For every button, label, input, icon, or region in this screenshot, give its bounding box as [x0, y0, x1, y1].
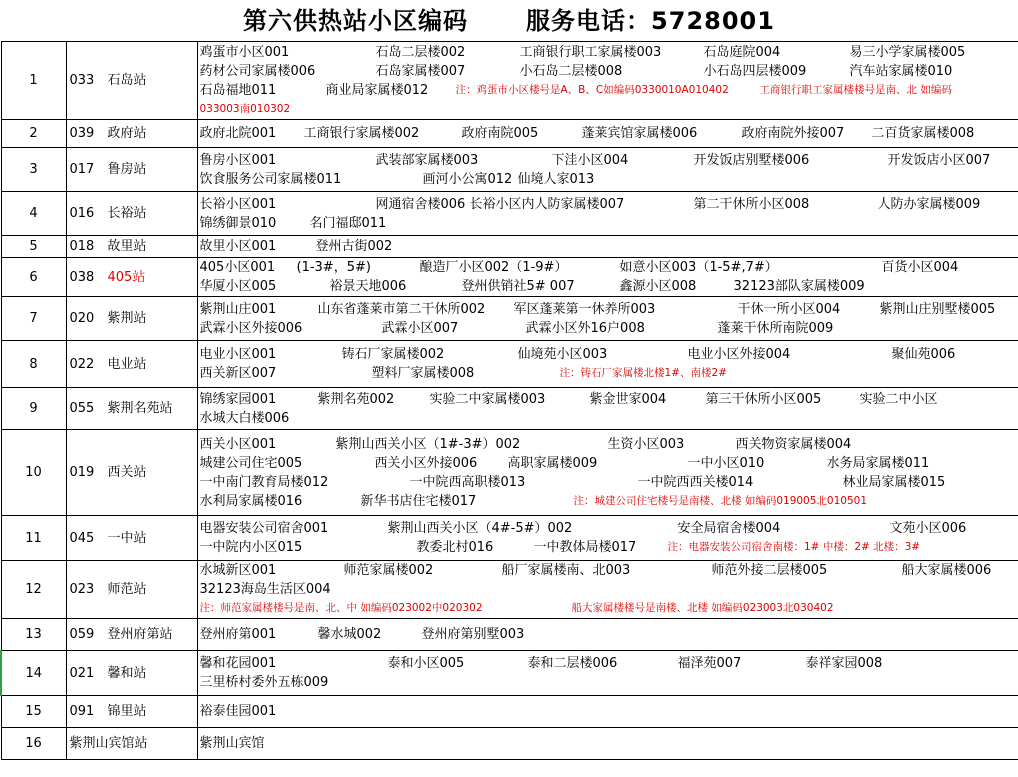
- community-item: 泰和小区005: [387, 656, 465, 671]
- table-row: [1, 120, 1018, 148]
- community-item: 西关新区007: [199, 366, 277, 381]
- note-text: 注：师范家属楼楼号是南、北、中 如编码023002中020302: [199, 602, 483, 614]
- station-name: 长裕站: [107, 206, 147, 221]
- note-text: 注：城建公司住宅楼号是南楼、北楼 如编码019005北010501: [573, 494, 868, 507]
- community-item: 水城新区001: [199, 563, 277, 578]
- community-list: [197, 258, 1018, 297]
- station-code-table: [0, 41, 1018, 760]
- community-item: 武装部家属楼003: [375, 152, 479, 168]
- community-item: 一中院西西关楼014: [637, 474, 754, 490]
- row-number: 11: [1, 516, 66, 561]
- station-code: 018: [69, 239, 95, 254]
- station-name: 登州府第站: [107, 627, 173, 642]
- community-item: 师范家属楼002: [343, 563, 434, 578]
- station-cell: [66, 148, 197, 192]
- community-line: [200, 214, 1018, 233]
- station-code: 019: [69, 465, 95, 480]
- title-main: 第六供热站小区编码: [243, 7, 469, 35]
- row-number: 8: [1, 341, 66, 388]
- community-item: 酿造厂小区002（1-9#）: [419, 260, 568, 275]
- community-item: 鑫源小区008: [619, 279, 697, 294]
- table-row: [1, 516, 1018, 561]
- community-line: [200, 435, 1018, 454]
- community-list: [197, 297, 1018, 341]
- community-item: 武霖小区外16户008: [525, 320, 645, 336]
- note-text: 033003南010302: [199, 102, 291, 115]
- community-item: 开发饭店别墅楼006: [693, 152, 810, 168]
- community-list: [197, 516, 1018, 561]
- community-item: 饮食服务公司家属楼011: [199, 171, 342, 187]
- note-text: 注：电器安装公司宿舍南楼：1# 中楼：2# 北楼：3#: [667, 541, 921, 553]
- community-item: 电器安装公司宿舍001: [199, 521, 329, 536]
- community-item: 商业局家属楼012: [325, 82, 429, 98]
- community-item: 网通宿舍楼006: [375, 196, 466, 212]
- community-line: [200, 625, 1018, 644]
- table-row: [1, 651, 1018, 696]
- community-item: 水利局家属楼016: [199, 493, 303, 509]
- station-cell: [66, 236, 197, 258]
- community-item: 西关物资家属楼004: [735, 436, 852, 452]
- station-code: 023: [69, 582, 95, 597]
- community-item: 一中院西高职楼013: [409, 474, 526, 490]
- community-line: [200, 100, 1018, 119]
- community-line: [200, 151, 1018, 170]
- row-number: 16: [1, 728, 66, 760]
- note-text: 注：铸石厂家属楼北楼1#、南楼2#: [559, 367, 727, 379]
- community-item: 登州供销社5# 007: [461, 279, 575, 294]
- community-item: 紫荆山庄001: [199, 301, 277, 317]
- station-code: 055: [69, 401, 95, 416]
- community-item: 紫荆山西关小区（4#-5#）002: [387, 521, 573, 536]
- community-item: 馨和花园001: [199, 656, 277, 671]
- note-text: 工商银行职工家属楼楼号是南、北 如编码: [759, 83, 952, 96]
- row-number: 2: [1, 120, 66, 148]
- community-item: 西关小区外接006: [374, 455, 478, 471]
- community-item: 裕泰佳园001: [199, 704, 277, 719]
- community-item: 文苑小区006: [889, 521, 967, 536]
- station-cell: [66, 192, 197, 236]
- station-code: 039: [69, 126, 95, 141]
- community-item: 政府南院005: [461, 126, 539, 141]
- phone-number: 5728001: [651, 7, 775, 35]
- community-item: 石岛庭院004: [703, 44, 781, 60]
- community-item: 石岛二层楼002: [375, 44, 466, 60]
- community-item: 仙境人家013: [517, 171, 595, 187]
- community-item: 蓬莱宾馆家属楼006: [581, 126, 698, 141]
- table-row: [1, 619, 1018, 651]
- table-row: [1, 696, 1018, 728]
- community-item: 二百货家属楼008: [871, 126, 975, 141]
- community-item: 长裕小区内人防家属楼007: [469, 196, 625, 212]
- community-item: 锦绣御景010: [199, 215, 277, 231]
- community-item: 仙境苑小区003: [517, 347, 608, 362]
- station-name: 紫荆山宾馆站: [69, 736, 148, 751]
- row-number: 9: [1, 388, 66, 430]
- community-item: 政府北院001: [199, 126, 277, 141]
- station-name: 石岛站: [107, 73, 147, 88]
- community-item: 一中教体局楼017: [533, 540, 637, 555]
- station-cell: [66, 619, 197, 651]
- station-cell: [66, 388, 197, 430]
- community-line: [200, 673, 1018, 692]
- station-code: 016: [69, 206, 95, 221]
- station-name: 锦里站: [107, 704, 147, 719]
- community-item: 紫金世家004: [589, 391, 667, 407]
- community-line: [200, 124, 1018, 143]
- community-line: [200, 580, 1018, 599]
- community-list: [197, 651, 1018, 696]
- community-item: 百货小区004: [881, 260, 959, 275]
- station-cell: [66, 696, 197, 728]
- community-item: 石岛家属楼007: [375, 63, 466, 79]
- station-name: 鲁房站: [107, 162, 147, 177]
- community-item: 政府南院外接007: [741, 126, 845, 141]
- community-item: 长裕小区001: [199, 196, 277, 212]
- community-item: 福泽苑007: [677, 656, 742, 671]
- community-list: [197, 696, 1018, 728]
- table-row: [1, 297, 1018, 341]
- community-item: 鲁房小区001: [199, 152, 277, 168]
- station-code: 020: [69, 311, 95, 326]
- community-line: [200, 170, 1018, 189]
- community-line: [200, 654, 1018, 673]
- station-name: 西关站: [107, 465, 147, 480]
- community-item: 武霖小区外接006: [199, 320, 303, 336]
- station-cell: [66, 341, 197, 388]
- community-item: 小石岛二层楼008: [519, 63, 623, 79]
- row-number: 13: [1, 619, 66, 651]
- station-code: 022: [69, 356, 95, 372]
- community-item: 开发饭店小区007: [887, 152, 991, 168]
- station-code: 038: [69, 269, 95, 285]
- community-line: [200, 561, 1018, 580]
- community-list: [197, 728, 1018, 760]
- station-name: 政府站: [107, 126, 147, 141]
- community-item: 32123部队家属楼009: [733, 279, 865, 294]
- community-item: 武霖小区007: [381, 320, 459, 336]
- community-list: [197, 236, 1018, 258]
- community-line: [200, 237, 1018, 256]
- community-list: [197, 619, 1018, 651]
- row-number: 3: [1, 148, 66, 192]
- table-row: [1, 561, 1018, 619]
- community-line: [200, 300, 1018, 319]
- community-item: 泰祥家园008: [805, 656, 883, 671]
- community-item: 紫荆山庄别墅楼005: [879, 301, 996, 317]
- station-cell: [66, 297, 197, 341]
- community-item: 易三小学家属楼005: [849, 44, 966, 60]
- community-line: [200, 258, 1018, 277]
- community-line: [200, 319, 1018, 338]
- table-row: [1, 42, 1018, 120]
- community-item: 一中小区010: [687, 455, 765, 471]
- community-item: 小石岛四层楼009: [703, 63, 807, 79]
- row-number: 7: [1, 297, 66, 341]
- table-row: [1, 430, 1018, 516]
- station-code: 059: [69, 627, 95, 642]
- station-name: 馨和站: [107, 665, 147, 681]
- community-list: [197, 388, 1018, 430]
- community-item: 新华书店住宅楼017: [360, 493, 477, 509]
- community-item: 电业小区外接004: [687, 347, 791, 362]
- community-item: 实验二中小区: [859, 391, 938, 407]
- community-item: 人防办家属楼009: [877, 196, 981, 212]
- row-number: 5: [1, 236, 66, 258]
- community-item: 登州府第别墅003: [421, 627, 525, 642]
- row-number: 10: [1, 430, 66, 516]
- note-text: 船大家属楼楼号是南楼、北楼 如编码023003北030402: [571, 602, 834, 614]
- community-item: 下洼小区004: [551, 152, 629, 168]
- community-line: [200, 195, 1018, 214]
- community-list: [197, 430, 1018, 516]
- station-name: 故里站: [107, 239, 147, 254]
- community-item: 第三干休所小区005: [705, 391, 822, 407]
- station-cell: [66, 516, 197, 561]
- community-item: 蓬莱干休所南院009: [717, 320, 834, 336]
- station-code: 091: [69, 704, 95, 719]
- station-cell: [66, 561, 197, 619]
- community-line: [200, 62, 1018, 81]
- table-row: [1, 192, 1018, 236]
- community-item: 紫荆山西关小区（1#-3#）002: [335, 436, 521, 452]
- row-number: 14: [1, 651, 66, 696]
- row-number: 1: [1, 42, 66, 120]
- community-item: 一中南门教育局楼012: [199, 474, 329, 490]
- community-item: 水务局家属楼011: [826, 455, 930, 471]
- station-name: 405站: [107, 269, 146, 285]
- community-item: 塑料厂家属楼008: [371, 366, 475, 381]
- community-list: [197, 148, 1018, 192]
- station-cell: [66, 728, 197, 760]
- community-item: 水城大白楼006: [199, 410, 290, 426]
- community-line: [200, 81, 1018, 100]
- community-line: [200, 43, 1018, 62]
- page-title: [0, 0, 1018, 40]
- note-text: 注：鸡蛋市小区楼号是A、B、C如编码0330010A010402: [455, 83, 729, 96]
- table-row: [1, 341, 1018, 388]
- community-item: 鸡蛋市小区001: [199, 44, 290, 60]
- community-list: [197, 561, 1018, 619]
- phone-label: 服务电话：: [526, 7, 652, 35]
- table-row: [1, 728, 1018, 760]
- community-item: 船厂家属楼南、北003: [501, 563, 631, 578]
- community-item: 师范外接二层楼005: [711, 563, 828, 578]
- community-item: 登州古街002: [315, 239, 393, 254]
- community-item: 船大家属楼006: [901, 563, 992, 578]
- station-name: 电业站: [107, 356, 147, 372]
- community-item: 405小区001: [199, 260, 276, 275]
- community-line: [200, 702, 1018, 721]
- station-name: 师范站: [107, 582, 147, 597]
- community-line: [200, 473, 1018, 492]
- community-item: 如意小区003（1-5#,7#）: [619, 260, 778, 275]
- station-cell: [66, 42, 197, 120]
- station-code: 045: [69, 530, 95, 546]
- station-cell: [66, 120, 197, 148]
- community-item: 林业局家属楼015: [842, 474, 946, 490]
- community-item: 电业小区001: [199, 347, 277, 362]
- community-item: 军区蓬莱第一休养所003: [513, 301, 656, 317]
- community-list: [197, 120, 1018, 148]
- community-line: [200, 364, 1018, 383]
- community-item: 锦绣家园001: [199, 391, 277, 407]
- community-item: 画河小公寓012: [422, 171, 513, 187]
- community-item: 铸石厂家属楼002: [341, 347, 445, 362]
- station-name: 紫荆名苑站: [107, 401, 173, 416]
- community-item: (1-3#，5#): [296, 260, 371, 275]
- community-item: 名门福邸011: [309, 215, 387, 231]
- community-item: 汽车站家属楼010: [849, 63, 953, 79]
- community-line: [200, 390, 1018, 409]
- community-item: 一中院内小区015: [199, 540, 303, 555]
- community-item: 泰和二层楼006: [527, 656, 618, 671]
- station-cell: [66, 258, 197, 297]
- community-item: 登州府第001: [199, 627, 277, 642]
- table-row: [1, 148, 1018, 192]
- community-list: [197, 341, 1018, 388]
- station-code: 021: [69, 665, 95, 681]
- community-item: 山东省蓬莱市第二干休所002: [317, 301, 486, 317]
- community-item: 聚仙苑006: [891, 347, 956, 362]
- community-list: [197, 192, 1018, 236]
- community-item: 32123海岛生活区004: [199, 582, 331, 597]
- community-item: 华厦小区005: [199, 279, 277, 294]
- station-name: 一中站: [107, 530, 147, 546]
- community-item: 干休一所小区004: [737, 301, 841, 317]
- community-item: 生资小区003: [607, 436, 685, 452]
- station-cell: [66, 430, 197, 516]
- community-line: [200, 409, 1018, 428]
- community-item: 药材公司家属楼006: [199, 63, 316, 79]
- station-cell: [66, 651, 197, 696]
- row-number: 6: [1, 258, 66, 297]
- community-line: [200, 345, 1018, 364]
- community-item: 三里桥村委外五栋009: [199, 675, 329, 690]
- row-number: 4: [1, 192, 66, 236]
- community-item: 石岛福地011: [199, 82, 277, 98]
- table-row: [1, 388, 1018, 430]
- row-number: 12: [1, 561, 66, 619]
- station-code: 033: [69, 73, 95, 88]
- community-line: [200, 599, 1018, 618]
- community-item: 安全局宿舍楼004: [677, 521, 781, 536]
- community-line: [200, 734, 1018, 753]
- community-line: [200, 492, 1018, 511]
- community-item: 西关小区001: [199, 436, 277, 452]
- station-code: 017: [69, 162, 95, 177]
- community-item: 紫荆山宾馆: [199, 736, 265, 751]
- community-item: 城建公司住宅005: [199, 455, 303, 471]
- community-item: 故里小区001: [199, 239, 277, 254]
- table-row: [1, 258, 1018, 297]
- community-item: 紫荆名苑002: [317, 391, 395, 407]
- community-line: [200, 538, 1018, 557]
- community-item: 第二干休所小区008: [693, 196, 810, 212]
- community-line: [200, 454, 1018, 473]
- community-item: 高职家属楼009: [507, 455, 598, 471]
- community-item: 馨水城002: [317, 627, 382, 642]
- community-item: 实验二中家属楼003: [429, 391, 546, 407]
- community-item: 裕景天地006: [329, 279, 407, 294]
- community-list: [197, 42, 1018, 120]
- row-number: 15: [1, 696, 66, 728]
- community-line: [200, 277, 1018, 296]
- community-item: 工商银行家属楼002: [303, 126, 420, 141]
- table-row: [1, 236, 1018, 258]
- community-item: 教委北村016: [416, 540, 494, 555]
- community-item: 工商银行职工家属楼003: [519, 44, 662, 60]
- community-line: [200, 519, 1018, 538]
- station-name: 紫荆站: [107, 311, 147, 326]
